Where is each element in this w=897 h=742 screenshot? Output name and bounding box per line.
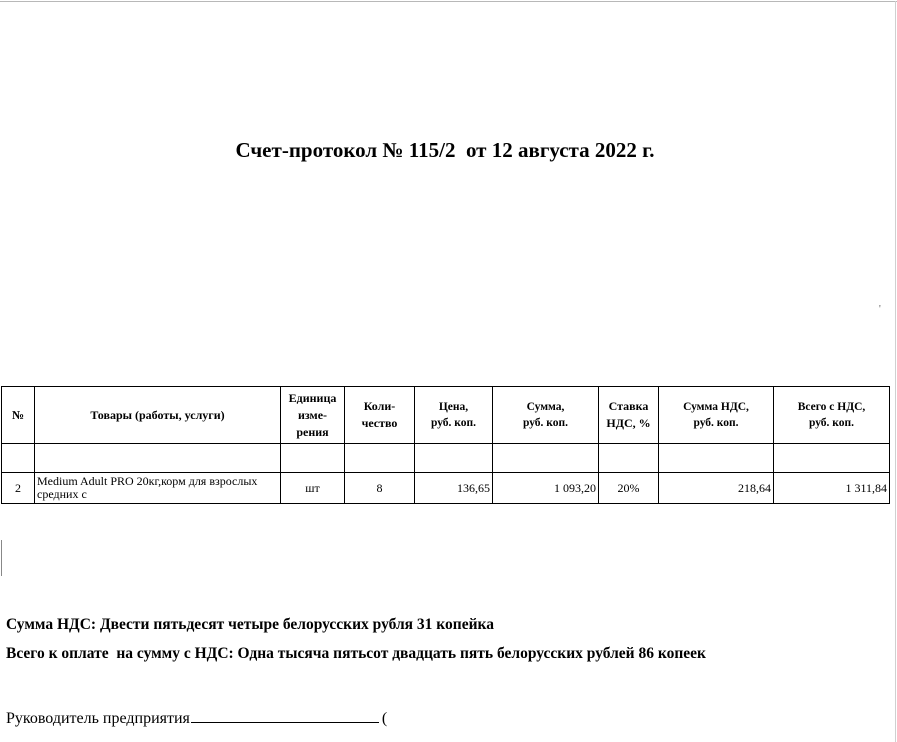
header-total bbox=[774, 387, 890, 444]
vat-amount-words: Сумма НДС: Двести пятьдесят четыре белорусских рубля 31 копейка bbox=[6, 616, 494, 633]
page-top-border bbox=[0, 1, 897, 2]
corner-mark: ' bbox=[879, 304, 881, 315]
cell-sum: 1 093,20 bbox=[493, 473, 599, 504]
page-right-border bbox=[895, 1, 896, 742]
header-vat-sum-line1: Сумма НДС, bbox=[683, 401, 749, 413]
header-qty-line1: Коли- bbox=[363, 399, 396, 413]
signature-line bbox=[191, 708, 379, 723]
cell-total: 1 311,84 bbox=[774, 473, 890, 504]
signature-open-paren: ( bbox=[381, 710, 388, 727]
cell-price: 136,65 bbox=[415, 473, 493, 504]
cell-unit: шт bbox=[281, 473, 345, 504]
header-sum-line2: руб. коп. bbox=[522, 417, 569, 429]
header-qty bbox=[345, 387, 415, 444]
header-price-line1: Цена, bbox=[438, 401, 469, 413]
header-sum-line1: Сумма, bbox=[526, 401, 565, 413]
table-spacer-row bbox=[2, 444, 890, 473]
header-total-line2: руб. коп. bbox=[808, 417, 855, 429]
header-unit-line2: изме- bbox=[297, 407, 328, 422]
header-price bbox=[415, 387, 493, 444]
header-total-line1: Всего с НДС, bbox=[797, 401, 866, 413]
header-goods: Товары (работы, услуги) bbox=[35, 387, 281, 444]
header-num: № bbox=[2, 387, 35, 444]
document-title: Счет-протокол № 115/2 от 12 августа 2022 г. bbox=[235, 138, 655, 162]
cell-goods: Medium Adult PRO 20кг,корм для взрослых средних с bbox=[35, 473, 281, 504]
signature-label: Руководитель предприятия bbox=[6, 710, 190, 727]
table-row bbox=[2, 473, 890, 504]
header-qty-line2: чество bbox=[361, 416, 398, 430]
header-unit-line1: Единица bbox=[288, 390, 337, 405]
header-price-line2: руб. коп. bbox=[430, 417, 477, 429]
cell-vat-sum: 218,64 bbox=[659, 473, 774, 504]
header-unit-line3: рения bbox=[296, 424, 329, 439]
header-sum bbox=[493, 387, 599, 444]
signature-block bbox=[6, 708, 387, 728]
table-header-row bbox=[2, 387, 890, 444]
cell-vat-rate: 20% bbox=[599, 473, 659, 504]
header-unit bbox=[281, 387, 345, 444]
header-vat-rate-line2: НДС, % bbox=[606, 416, 651, 430]
header-vat-sum bbox=[659, 387, 774, 444]
header-vat-sum-line2: руб. коп. bbox=[693, 417, 739, 429]
total-amount-words: Всего к оплате на сумму с НДС: Одна тысяча пятьсот двадцать пять белорусских рублей 86 копеек bbox=[6, 645, 706, 662]
header-vat-rate bbox=[599, 387, 659, 444]
items-table bbox=[1, 386, 890, 504]
margin-mark bbox=[1, 540, 3, 576]
header-vat-rate-line1: Ставка bbox=[608, 399, 649, 413]
cell-num: 2 bbox=[2, 473, 35, 504]
cell-qty: 8 bbox=[345, 473, 415, 504]
